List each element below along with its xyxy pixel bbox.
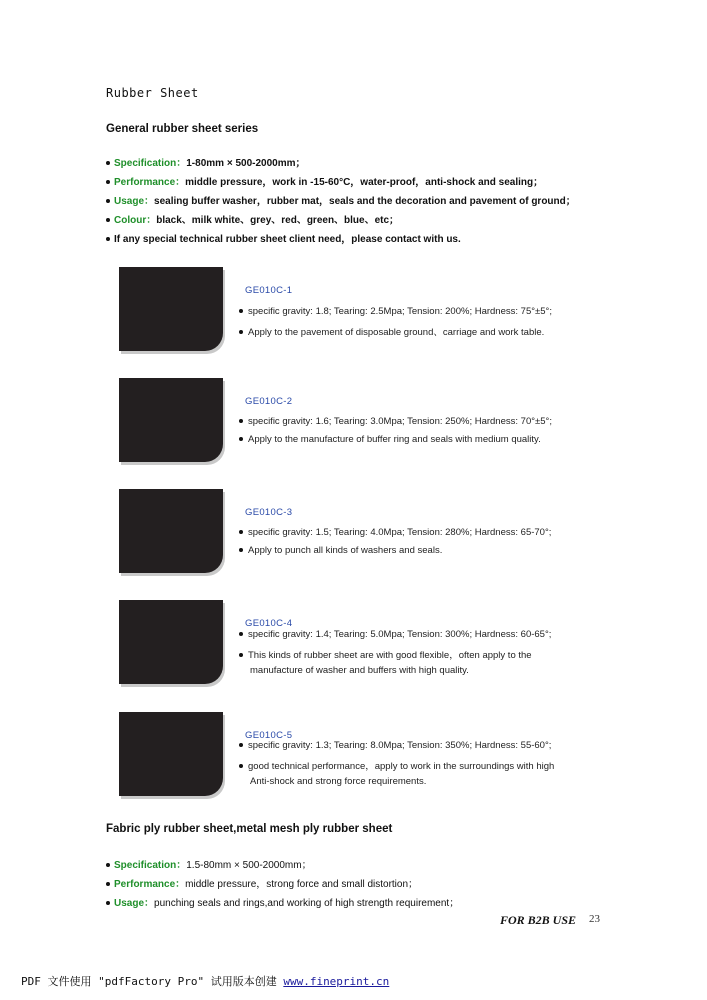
bullet-usage (106, 192, 576, 211)
product-usage (239, 324, 544, 338)
bullet-dot-icon (239, 653, 243, 657)
bullet-key: Performance： (114, 879, 186, 890)
product-spec (239, 306, 552, 317)
product-ge010c-1 (119, 267, 609, 355)
product-usage-text: Apply to the manufacture of buffer ring and seals with medium quality. (248, 434, 541, 445)
page-title: Rubber Sheet (106, 86, 199, 100)
bullet-key: Specification： (114, 158, 187, 169)
bullet-dot-icon (239, 632, 243, 636)
bullet-value: sealing buffer washer，rubber mat，seals and the decoration and pavement of ground； (154, 196, 576, 207)
product-spec (239, 416, 552, 427)
product-ge010c-3 (119, 489, 609, 577)
pdf-creator-notice (21, 973, 389, 989)
bullet-dot-icon (239, 764, 243, 768)
section-title-general: General rubber sheet series (106, 123, 259, 135)
bullet-dot-icon (106, 863, 110, 867)
product-usage (239, 545, 442, 556)
product-code: GE010C-2 (245, 396, 293, 407)
product-usage-text: Apply to punch all kinds of washers and seals. (248, 545, 443, 556)
product-usage (239, 647, 532, 661)
bullet-performance (106, 173, 576, 192)
product-usage-continued (250, 665, 469, 676)
product-spec-text: specific gravity: 1.4; Tearing: 5.0Mpa; Tension: 300%; Hardness: 60-65°; (248, 629, 552, 640)
bullet-dot-icon (106, 199, 110, 203)
bullet-dot-icon (239, 743, 243, 747)
bullet-dot-icon (239, 530, 243, 534)
bullet-key: Performance： (114, 177, 186, 188)
pdf-notice-text: PDF 文件使用 "pdfFactory Pro" 试用版本创建 (21, 975, 284, 988)
product-code: GE010C-4 (245, 618, 293, 629)
bullet-specification (106, 856, 459, 875)
product-usage-text: manufacture of washer and buffers with high quality. (250, 665, 469, 676)
product-ge010c-5 (119, 712, 609, 800)
product-spec-text: specific gravity: 1.6; Tearing: 3.0Mpa; Tension: 250%; Hardness: 70°±5°; (248, 416, 552, 427)
product-usage (239, 758, 554, 772)
product-usage-text: Anti-shock and strong force requirements. (250, 776, 427, 787)
bullet-value: punching seals and rings,and working of high strength requirement； (154, 898, 460, 909)
rubber-sheet-swatch (119, 378, 223, 462)
bullet-value: black、milk white、grey、red、green、blue、etc； (156, 215, 400, 226)
bullet-dot-icon (106, 218, 110, 222)
product-usage-text: This kinds of rubber sheet are with good flexible，often apply to the (248, 650, 532, 661)
product-ge010c-4 (119, 600, 609, 688)
bullet-key: Usage： (114, 196, 155, 207)
product-usage-text: good technical performance，apply to work in the surroundings with high (248, 761, 555, 772)
page-number: 23 (589, 913, 600, 925)
product-usage-continued (250, 776, 426, 787)
bullet-dot-icon (239, 309, 243, 313)
b2b-footer-label: FOR B2B USE (500, 913, 577, 927)
rubber-sheet-swatch (119, 600, 223, 684)
fineprint-link[interactable]: www.fineprint.cn (283, 975, 390, 988)
bullet-value: 1.5-80mm × 500-2000mm； (186, 860, 312, 871)
bullet-key: Colour： (114, 215, 157, 226)
bullet-dot-icon (239, 330, 243, 334)
product-code: GE010C-3 (245, 507, 293, 518)
product-spec-text: specific gravity: 1.8; Tearing: 2.5Mpa; Tension: 200%; Hardness: 75°±5°; (248, 306, 552, 317)
product-spec-text: specific gravity: 1.3; Tearing: 8.0Mpa; Tension: 350%; Hardness: 55-60°; (248, 740, 552, 751)
product-usage (239, 434, 541, 445)
bullet-dot-icon (106, 161, 110, 165)
fabric-bullet-list (106, 856, 459, 913)
rubber-sheet-swatch (119, 267, 223, 351)
product-code: GE010C-1 (245, 285, 293, 296)
bullet-dot-icon (239, 548, 243, 552)
product-ge010c-2 (119, 378, 609, 466)
bullet-specification (106, 154, 576, 173)
product-spec (239, 527, 551, 538)
product-spec-text: specific gravity: 1.5; Tearing: 4.0Mpa; Tension: 280%; Hardness: 65-70°; (248, 527, 552, 538)
product-code: GE010C-5 (245, 730, 293, 741)
bullet-dot-icon (239, 437, 243, 441)
bullet-dot-icon (106, 901, 110, 905)
product-spec (239, 629, 551, 640)
bullet-dot-icon (106, 882, 110, 886)
bullet-key: Usage： (114, 898, 155, 909)
bullet-dot-icon (106, 180, 110, 184)
general-bullet-list (106, 154, 576, 249)
product-usage-text: Apply to the pavement of disposable ground、carriage and work table. (248, 327, 545, 338)
bullet-value: middle pressure，work in -15-60°C，water-proof，anti-shock and sealing； (185, 177, 544, 188)
bullet-performance (106, 875, 459, 894)
bullet-value: middle pressure，strong force and small distortion； (185, 879, 419, 890)
bullet-dot-icon (106, 237, 110, 241)
bullet-dot-icon (239, 419, 243, 423)
bullet-colour (106, 211, 576, 230)
bullet-contact (106, 230, 576, 249)
bullet-value: If any special technical rubber sheet client need，please contact with us. (114, 234, 461, 245)
section-title-fabric-ply: Fabric ply rubber sheet,metal mesh ply rubber sheet (106, 823, 393, 835)
bullet-value: 1-80mm × 500-2000mm； (186, 158, 306, 169)
bullet-usage (106, 894, 459, 913)
rubber-sheet-swatch (119, 489, 223, 573)
product-spec (239, 740, 551, 751)
rubber-sheet-swatch (119, 712, 223, 796)
bullet-key: Specification： (114, 860, 187, 871)
